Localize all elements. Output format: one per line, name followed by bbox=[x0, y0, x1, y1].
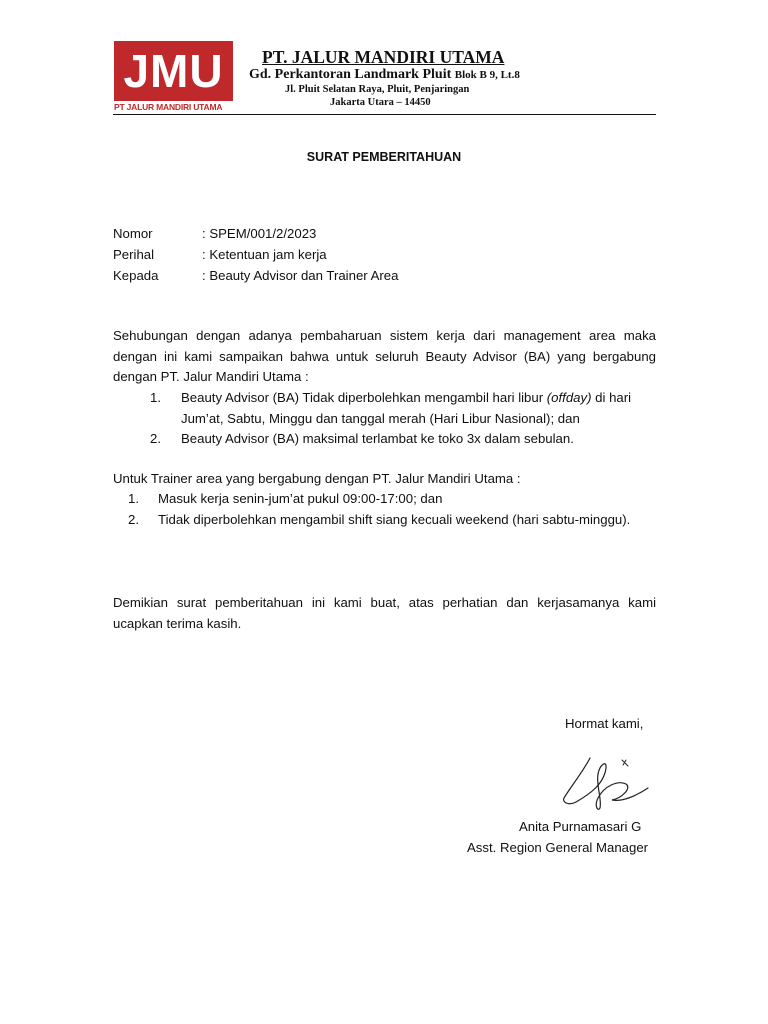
logo-mark: JMU bbox=[114, 41, 233, 101]
company-logo bbox=[114, 41, 233, 113]
address-line-1 bbox=[249, 67, 520, 83]
closing-paragraph: Demikian surat pemberitahuan ini kami buat, atas perhatian dan kerjasamanya kami ucapkan terima kasih. bbox=[113, 595, 656, 631]
address-block: Blok B 9, Lt.8 bbox=[454, 69, 520, 81]
meta-row-kepada bbox=[113, 266, 593, 287]
list-item bbox=[128, 510, 668, 531]
list-item bbox=[128, 489, 668, 510]
address-line-2: Jl. Pluit Selatan Raya, Pluit, Penjaringan bbox=[285, 84, 470, 95]
meta-label: Kepada bbox=[113, 268, 159, 284]
signature-icon bbox=[560, 750, 652, 814]
signer-name: Anita Purnamasari G bbox=[519, 819, 642, 834]
trainer-rules-list bbox=[128, 489, 668, 530]
company-name: PT. JALUR MANDIRI UTAMA bbox=[262, 47, 505, 67]
letter-meta bbox=[113, 224, 593, 287]
list-number: 1. bbox=[150, 390, 161, 405]
meta-label: Nomor bbox=[113, 226, 153, 242]
list-text bbox=[181, 429, 574, 450]
ba-rules-list bbox=[150, 388, 660, 450]
letter-title: SURAT PEMBERITAHUAN bbox=[306, 150, 462, 164]
rule-text: Beauty Advisor (BA) maksimal terlambat ke toko 3x dalam sebulan. bbox=[181, 431, 574, 446]
meta-label: Perihal bbox=[113, 247, 155, 263]
meta-row-perihal bbox=[113, 245, 593, 266]
address-building: Gd. Perkantoran Landmark Pluit bbox=[249, 67, 452, 82]
list-text: Tidak diperbolehkan mengambil shift siang kecuali weekend (hari sabtu-minggu). bbox=[158, 511, 631, 527]
closing-salutation: Hormat kami, bbox=[565, 716, 644, 731]
trainer-intro: Untuk Trainer area yang bergabung dengan PT. Jalur Mandiri Utama : bbox=[113, 471, 521, 486]
list-number: 2. bbox=[128, 511, 139, 527]
rule-text-cont: di hari Jum’at, Sabtu, Minggu dan tanggal merah (Hari Libur Nasional); dan bbox=[181, 390, 632, 426]
logo-subtext: PT JALUR MANDIRI UTAMA bbox=[114, 102, 223, 112]
intro-paragraph: Sehubungan dengan adanya pembaharuan sistem kerja dari management area maka dengan ini kami sampaikan bahwa untuk seluruh Beauty Advisor (BA) yang bergabung dengan PT. Jalur Mandiri Utama : bbox=[113, 328, 656, 384]
list-text bbox=[181, 388, 660, 429]
rule-italic: (offday) bbox=[546, 390, 592, 405]
signer-title: Asst. Region General Manager bbox=[467, 840, 649, 855]
meta-value: : SPEM/001/2/2023 bbox=[202, 226, 317, 242]
list-text: Masuk kerja senin-jum’at pukul 09:00-17:00; dan bbox=[158, 491, 443, 506]
list-item bbox=[150, 388, 660, 429]
list-number: 2. bbox=[150, 431, 161, 446]
address-line-3: Jakarta Utara – 14450 bbox=[330, 97, 431, 108]
meta-value: : Ketentuan jam kerja bbox=[202, 247, 327, 263]
list-item bbox=[150, 429, 660, 450]
meta-value: : Beauty Advisor dan Trainer Area bbox=[202, 268, 399, 284]
list-number: 1. bbox=[128, 491, 139, 506]
header-divider bbox=[113, 114, 656, 115]
rule-text: Beauty Advisor (BA) Tidak diperbolehkan mengambil hari libur bbox=[181, 390, 547, 405]
meta-row-nomor bbox=[113, 224, 593, 245]
